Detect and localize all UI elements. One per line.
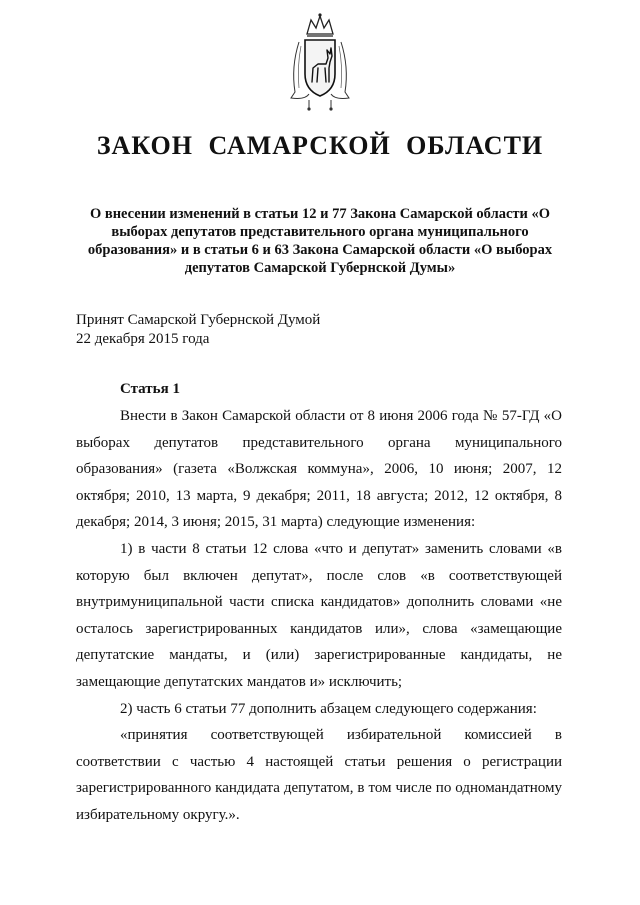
adopted-by: Принят Самарской Губернской Думой [76,312,321,328]
article-heading: Статья 1 [120,381,180,397]
article-body [76,403,562,829]
adoption-date: 22 декабря 2015 года [76,331,210,347]
paragraph-quote: «принятия соответствующей избирательной комиссией в соответствии с частью 4 настоящей статьи решения о регистрации зарегистрированного кандидата депутатом, в том числе по одномандатному избирательному округу.». [76,727,562,823]
law-subtitle: О внесении изменений в статьи 12 и 77 Закона Самарской области «О выборах депутатов представительного органа муниципального образования» и в статьи 6 и 63 Закона Самарской области «О выборах депутатов Самарской Губернской Думы» [87,206,553,276]
paragraph-item-2: 2) часть 6 статьи 77 дополнить абзацем следующего содержания: [120,700,537,717]
samara-coat-of-arms-icon [285,12,355,112]
law-title: ЗАКОН САМАРСКОЙ ОБЛАСТИ [96,131,544,160]
paragraph-item-1: 1) в части 8 статьи 12 слова «что и депутат» заменить словами «в которую был включен депутат», после слов «в соответствующей внутримуниципальной части списка кандидатов» дополнить словами «не осталось зарегистрированных кандидатов или», слова «замещающие депутатские мандаты, и (или) зарегистрированные кандидаты, не замещающие депутатских мандатов и» исключить; [76,540,562,690]
adoption-info [76,311,476,349]
paragraph-intro: Внести в Закон Самарской области от 8 июня 2006 года № 57-ГД «О выборах депутатов представительного органа муниципального образования» (газета «Волжская коммуна», 2006, 10 июня; 2007, 12 октября; 2010, 13 марта, 9 декабря; 2011, 18 августа; 2012, 12 октября, 8 декабря; 2014, 3 июня; 2015, 31 марта) следующие изменения: [76,408,562,531]
